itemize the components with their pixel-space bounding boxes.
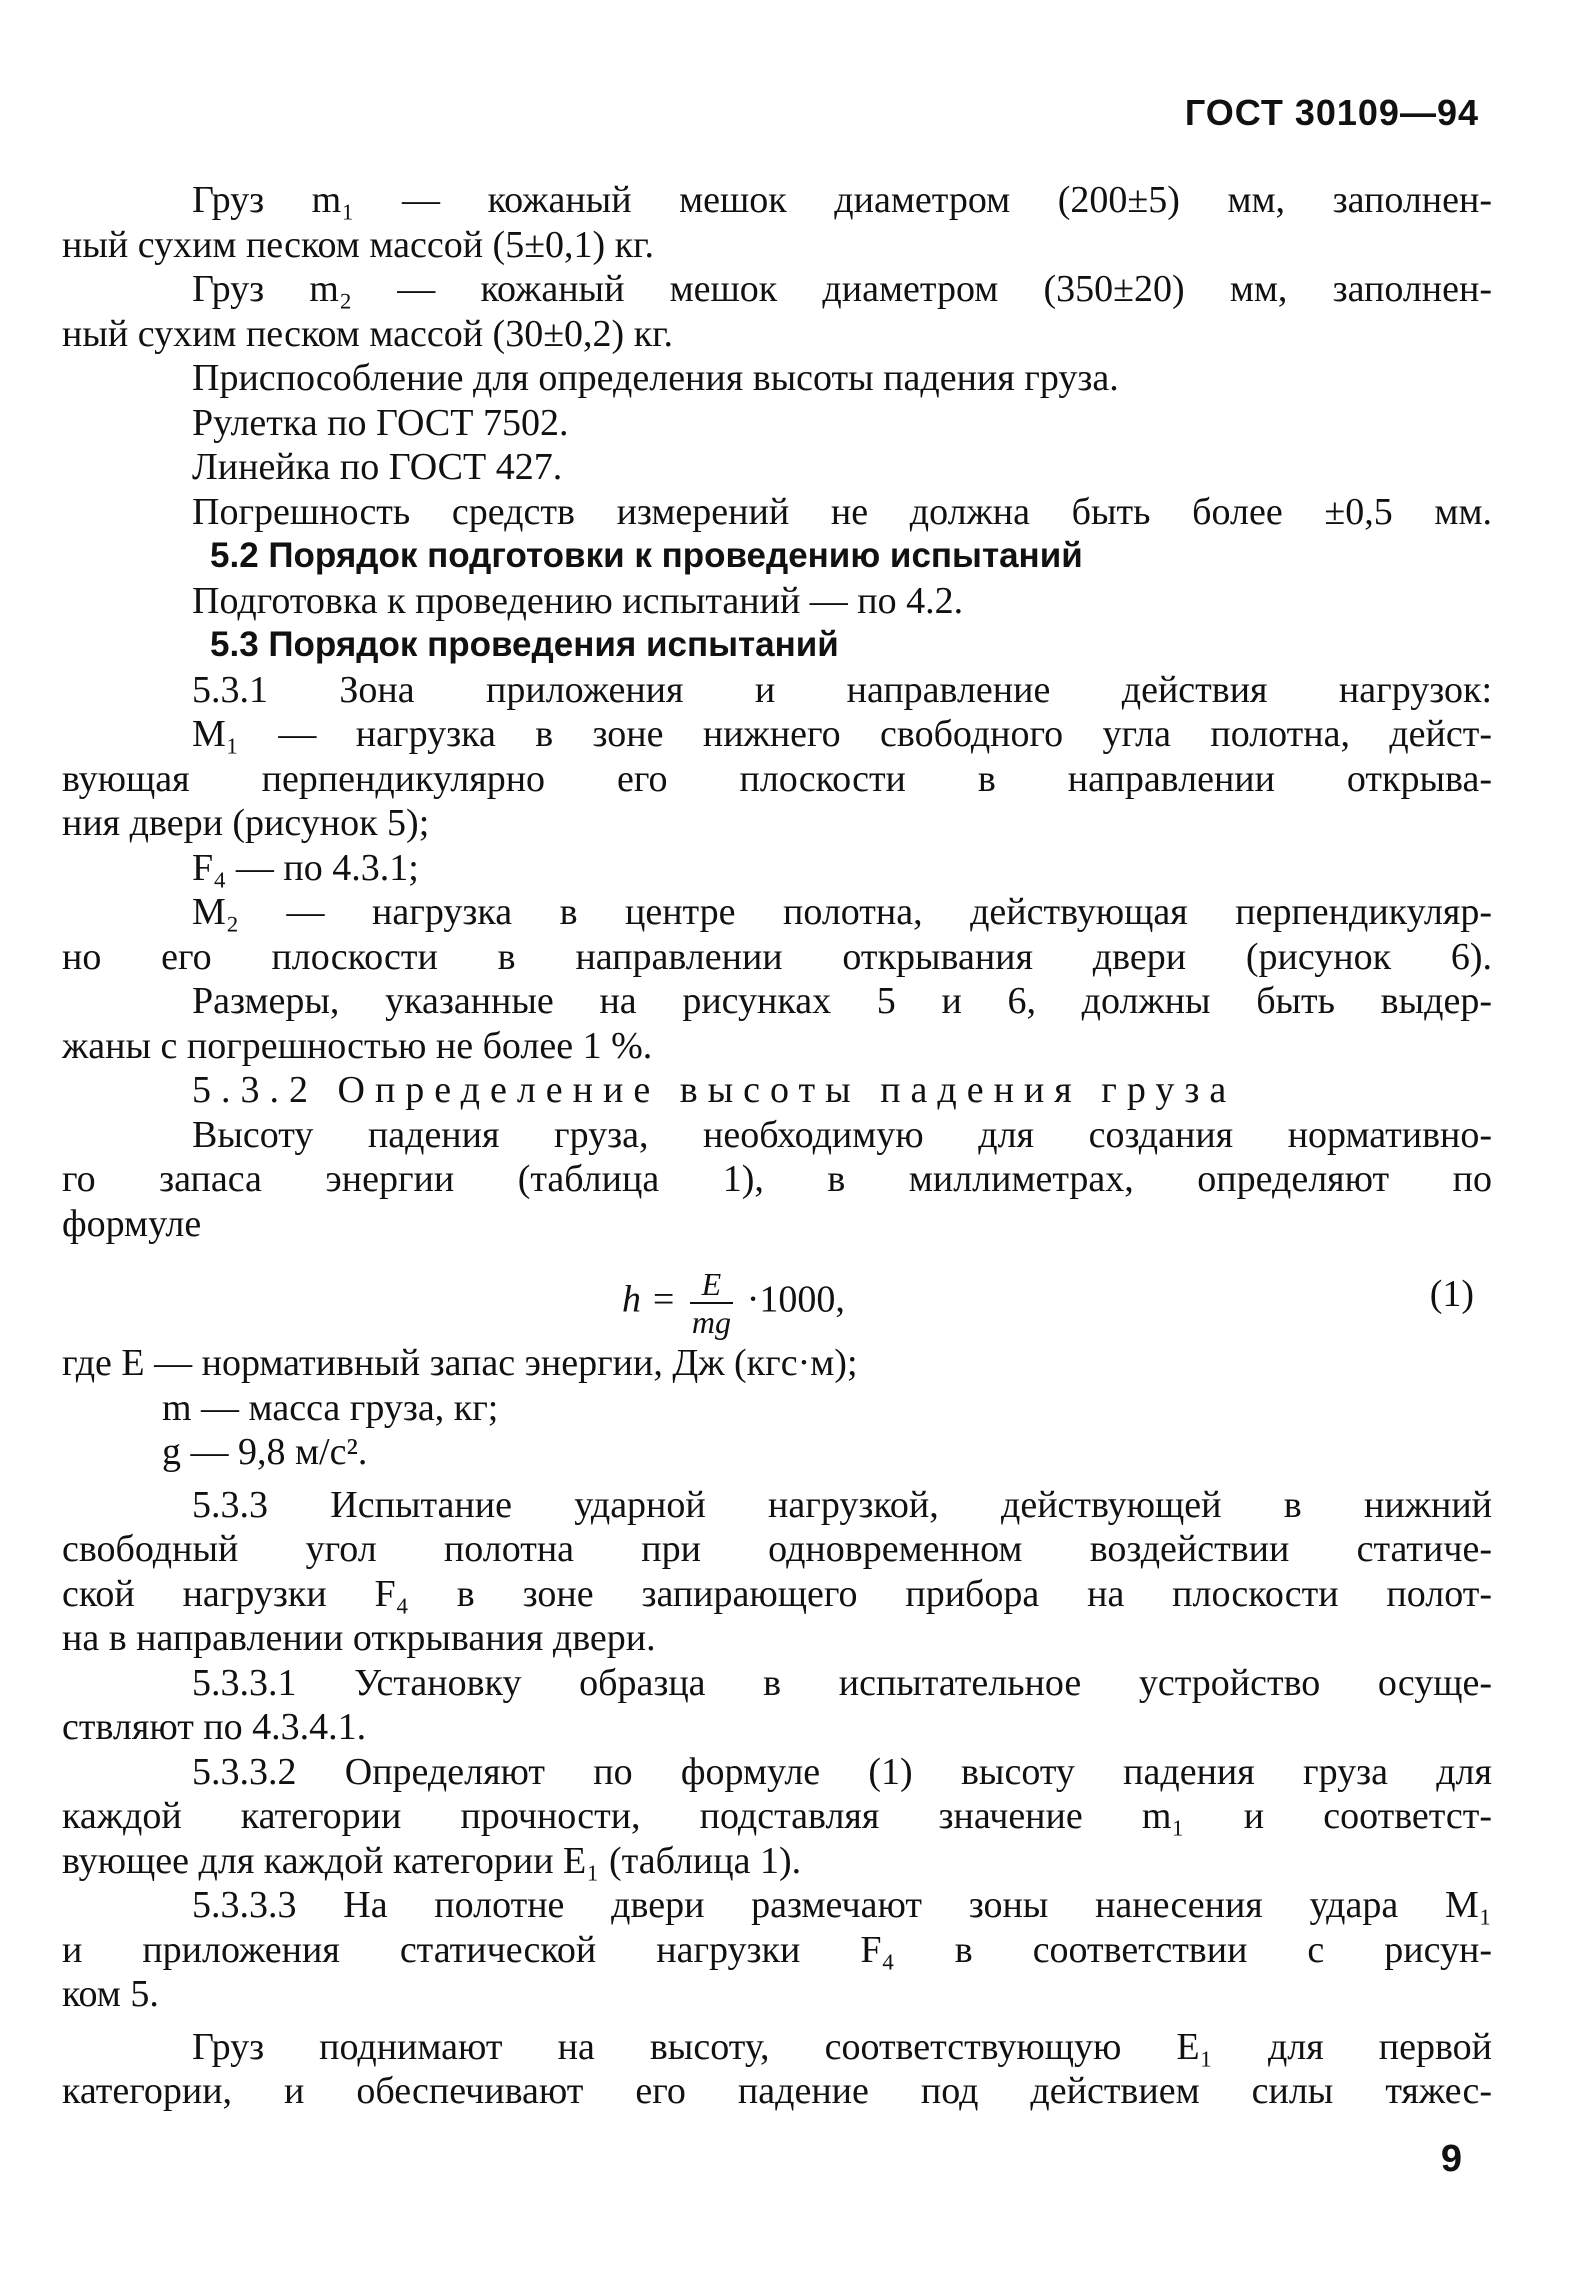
formula-denominator: mg bbox=[691, 1304, 731, 1340]
text-line: на в направлении открывания двери. bbox=[62, 1617, 656, 1659]
text-line: го запаса энергии (таблица 1), в миллиметрах, определяют по bbox=[62, 1158, 1492, 1200]
text-line: формуле bbox=[62, 1202, 202, 1245]
section-heading: 5.2 Порядок подготовки к проведению испытаний bbox=[210, 536, 1083, 575]
subsection-heading: 5.3.2 Определение высоты падения груза bbox=[192, 1069, 1237, 1111]
body-text bbox=[62, 178, 1492, 2114]
text-line: Размеры, указанные на рисунках 5 и 6, должны быть выдер- bbox=[192, 980, 1492, 1022]
text-line: жаны с погрешностью не более 1 %. bbox=[62, 1024, 653, 1067]
text-line: Груз поднимают на высоту, соответствующую E₁ для первой bbox=[192, 2025, 1492, 2068]
formula-number: (1) bbox=[1429, 1273, 1474, 1315]
formula bbox=[622, 1266, 845, 1340]
text-line: 5.3.3 Испытание ударной нагрузкой, действующей в нижний bbox=[192, 1483, 1492, 1526]
text-line: 5.3.3.1 Установку образца в испытательное устройство осуще- bbox=[192, 1661, 1492, 1704]
standard-header: ГОСТ 30109—94 bbox=[1184, 92, 1479, 133]
text-line: m — масса груза, кг; bbox=[162, 1386, 499, 1429]
text-line: 5.3.3.3 На полотне двери размечают зоны нанесения удара M₁ bbox=[192, 1884, 1492, 1926]
section-heading: 5.3 Порядок проведения испытаний bbox=[210, 625, 839, 664]
text-line: ния двери (рисунок 5); bbox=[62, 802, 430, 844]
formula-lhs: h = bbox=[622, 1278, 677, 1321]
text-line: g — 9,8 м/с². bbox=[162, 1431, 368, 1473]
text-line: где E — нормативный запас энергии, Дж (кгс·м); bbox=[62, 1342, 858, 1384]
text-line: 5.3.3.2 Определяют по формуле (1) высоту падения груза для bbox=[192, 1750, 1492, 1793]
text-line: свободный угол полотна при одновременном воздействии статиче- bbox=[62, 1528, 1492, 1570]
text-line: M₁ — нагрузка в зоне нижнего свободного угла полотна, дейст- bbox=[192, 713, 1492, 755]
text-line: Приспособление для определения высоты падения груза. bbox=[192, 357, 1119, 399]
text-line: вующая перпендикулярно его плоскости в направлении открыва- bbox=[62, 757, 1492, 800]
text-line: категории, и обеспечивают его падение под действием силы тяжес- bbox=[62, 2070, 1492, 2112]
text-line: Рулетка по ГОСТ 7502. bbox=[192, 401, 569, 444]
text-line: Подготовка к проведению испытаний — по 4.2. bbox=[192, 579, 964, 622]
text-line: Погрешность средств измерений не должна быть более ±0,5 мм. bbox=[192, 490, 1492, 533]
text-line: ком 5. bbox=[62, 1973, 159, 2015]
text-line: ный сухим песком массой (5±0,1) кг. bbox=[62, 223, 654, 266]
text-line: ской нагрузки F₄ в зоне запирающего прибора на плоскости полот- bbox=[62, 1572, 1492, 1615]
text-line: Высоту падения груза, необходимую для создания нормативно- bbox=[192, 1113, 1492, 1156]
text-line: ный сухим песком массой (30±0,2) кг. bbox=[62, 312, 673, 355]
text-line: но его плоскости в направлении открывания двери (рисунок 6). bbox=[62, 935, 1492, 978]
text-line: M₂ — нагрузка в центре полотна, действующая перпендикуляр- bbox=[192, 891, 1492, 933]
text-line: каждой категории прочности, подставляя значение m₁ и соответст- bbox=[62, 1795, 1492, 1837]
text-line: Груз m₂ — кожаный мешок диаметром (350±20) мм, заполнен- bbox=[192, 268, 1492, 310]
page-number: 9 bbox=[1440, 2138, 1462, 2180]
text-line: Груз m₁ — кожаный мешок диаметром (200±5) мм, заполнен- bbox=[192, 179, 1492, 221]
text-line: и приложения статической нагрузки F₄ в соответствии с рисун- bbox=[62, 1928, 1492, 1971]
text-line: Линейка по ГОСТ 427. bbox=[192, 446, 563, 488]
text-line: F₄ — по 4.3.1; bbox=[192, 846, 419, 889]
text-line: ствляют по 4.3.4.1. bbox=[62, 1706, 367, 1748]
formula-rhs: ·1000, bbox=[746, 1278, 845, 1321]
formula-block bbox=[62, 1246, 1492, 1341]
text-line: 5.3.1 Зона приложения и направление действия нагрузок: bbox=[192, 668, 1492, 711]
text-line: вующее для каждой категории E₁ (таблица 1). bbox=[62, 1839, 802, 1882]
formula-numerator: E bbox=[701, 1266, 722, 1302]
formula-fraction bbox=[690, 1266, 734, 1340]
